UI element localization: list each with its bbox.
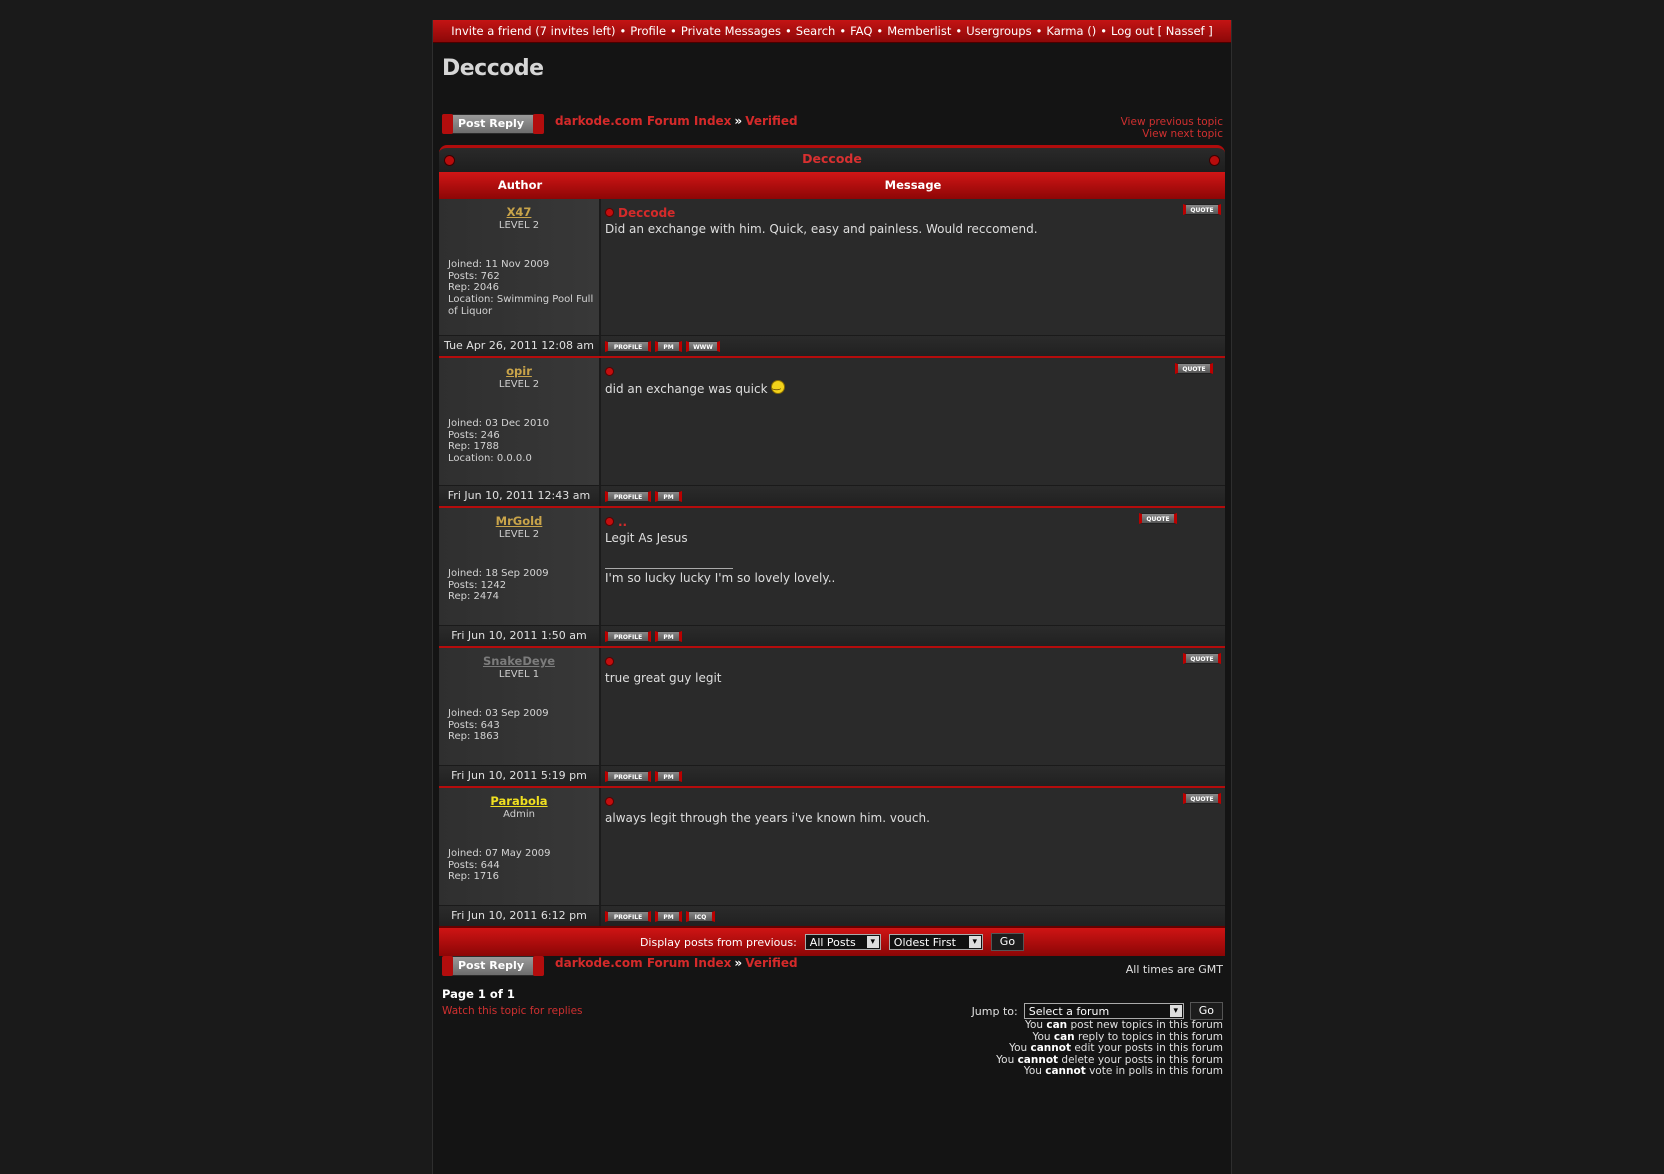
post-text: always legit through the years i've known him. vouch. [605,811,930,825]
pm-button[interactable]: PM [655,771,682,782]
author-stats [448,418,594,465]
author-rep: Rep: 2474 [448,591,499,603]
author-rank: LEVEL 1 [498,669,540,680]
post-body [439,199,1225,335]
permission-text: delete your posts in this forum [1058,1053,1223,1066]
nav-separator: • [955,24,963,38]
author-joined: Joined: 11 Nov 2009 [448,259,550,270]
post-subject [605,205,1221,220]
permission-prefix: You [1032,1030,1054,1043]
nav-separator: • [1035,24,1043,38]
nav-invite[interactable]: Invite a friend (7 invites left) [451,24,616,38]
nav-logout[interactable]: Log out [ Nassef ] [1110,24,1213,38]
post-timestamp: Fri Jun 10, 2011 12:43 am [439,486,601,506]
post-actions [601,486,682,506]
author-username-link[interactable]: opir [506,364,532,378]
post-icon [605,208,614,217]
view-previous-topic-link[interactable]: View previous topic [1120,116,1223,128]
post-message [601,648,1225,765]
author-location: Location: 0.0.0.0 [448,453,532,465]
post-text [605,380,1221,397]
column-header-row [439,172,1225,199]
breadcrumb-forum-index[interactable]: darkode.com Forum Index [555,114,732,128]
post-author-panel [439,358,601,485]
author-joined: Joined: 07 May 2009 [448,848,551,859]
profile-button[interactable]: PROFILE [605,771,651,782]
quote-button[interactable]: QUOTE [1139,513,1177,524]
permission-text: edit your posts in this forum [1071,1042,1223,1054]
author-username-link[interactable]: SnakeDeye [482,654,555,668]
post-signature: I'm so lucky lucky I'm so lovely lovely.. [605,571,836,585]
jump-go-button[interactable]: Go [1190,1002,1223,1020]
page-container [432,20,1232,1174]
permission-prefix: You [996,1053,1018,1066]
nav-private-messages[interactable]: Private Messages [680,24,781,38]
quote-button[interactable]: QUOTE [1183,793,1221,804]
author-joined: Joined: 03 Sep 2009 [448,708,549,719]
author-rank: LEVEL 2 [498,220,540,231]
permission-text: reply to topics in this forum [1074,1030,1223,1043]
jump-to [972,1002,1223,1020]
post-footer [439,485,1225,506]
top-navigation [433,20,1231,43]
nav-search[interactable]: Search [795,24,836,38]
profile-button[interactable]: PROFILE [605,491,651,502]
led-left-icon [444,155,455,166]
post-reply-label: Post Reply [458,117,524,130]
post-footer [439,335,1225,356]
sort-order-select[interactable]: Oldest First ▾ [889,934,983,950]
nav-separator: • [670,24,677,38]
author-username-link[interactable]: Parabola [490,794,548,808]
post-text: true great guy legit [605,671,722,685]
nav-faq[interactable]: FAQ [850,24,873,38]
post-text-content: did an exchange was quick [605,382,768,396]
post-actions [601,766,682,786]
post-subject [605,654,1221,669]
author-posts: Posts: 1242 [448,579,507,591]
post-body [439,506,1225,625]
permission-verb: cannot [1045,1065,1086,1077]
author-rank: LEVEL 2 [498,379,540,390]
table-title-bar [439,145,1225,172]
author-rep: Rep: 1788 [448,441,499,453]
breadcrumb-bottom [555,956,798,970]
author-username-link[interactable]: MrGold [495,514,543,528]
post-body [439,646,1225,765]
post-timestamp: Fri Jun 10, 2011 5:19 pm [439,766,601,786]
post-reply-button-bottom[interactable] [442,956,544,976]
nav-separator: • [839,24,847,38]
nav-usergroups[interactable]: Usergroups [966,24,1032,38]
permission-prefix: You [1009,1042,1031,1054]
post-message [601,508,1225,625]
breadcrumb-separator: » [734,114,743,128]
breadcrumb-verified[interactable]: Verified [745,114,798,128]
message-column-header: Message [884,178,942,192]
quote-button[interactable]: QUOTE [1183,653,1221,664]
post [439,199,1225,356]
profile-button[interactable]: PROFILE [605,911,651,922]
nav-profile[interactable]: Profile [630,24,667,38]
author-posts: Posts: 644 [448,859,500,871]
post-text: Legit As Jesus [605,531,688,545]
permission-prefix: You [1023,1065,1046,1077]
post [439,506,1225,646]
post-footer [439,905,1225,926]
post-reply-label: Post Reply [458,959,524,972]
page-count: Page 1 of 1 [442,987,515,1001]
breadcrumb-verified[interactable]: Verified [745,956,798,970]
nav-memberlist[interactable]: Memberlist [887,24,952,38]
post-subject [605,514,1221,529]
profile-button[interactable]: PROFILE [605,631,651,642]
post-author-panel [439,199,601,335]
topic-title-link[interactable]: Deccode [802,151,862,166]
timezone-note: All times are GMT [1125,963,1223,976]
watch-topic-link[interactable]: Watch this topic for replies [442,1005,583,1017]
post-footer [439,765,1225,786]
post-icon [605,517,614,526]
permission-text: vote in polls in this forum [1085,1065,1223,1077]
nav-karma[interactable]: Karma () [1046,24,1097,38]
post-actions [601,906,715,926]
author-rep: Rep: 1716 [448,871,499,883]
permission-line [996,1066,1223,1078]
signature-divider [605,568,733,569]
author-stats [448,259,594,318]
display-label: Display posts from previous: [639,935,797,949]
quote-button[interactable]: QUOTE [1183,204,1221,215]
post-message [601,358,1225,485]
breadcrumb-separator: » [734,956,743,970]
permission-verb: cannot [1030,1042,1071,1054]
author-location: Location: Swimming Pool Full of Liquor [448,294,594,317]
post-reply-button-top[interactable] [442,114,544,134]
nav-separator: • [1100,24,1107,38]
post-subject [605,794,1221,809]
display-go-button[interactable]: Go [991,933,1024,951]
author-rep: Rep: 2046 [448,282,499,294]
pm-button[interactable]: PM [655,911,682,922]
posts-table [439,145,1225,956]
icq-button[interactable]: ICQ [686,911,715,922]
author-rank: Admin [503,809,535,820]
nav-separator: • [876,24,884,38]
page-title: Deccode [442,56,544,81]
permission-prefix: You [1024,1019,1047,1031]
post-timestamp: Tue Apr 26, 2011 12:08 am [439,336,601,356]
post-body [439,356,1225,485]
pm-button[interactable]: PM [655,491,682,502]
post-author-panel [439,788,601,905]
jump-to-label: Jump to: [971,1004,1018,1018]
permission-text: post new topics in this forum [1067,1019,1223,1031]
post-subject-text: Deccode [618,205,676,220]
nav-separator: • [619,24,627,38]
author-rep: Rep: 1863 [448,731,499,743]
permission-verb: can [1046,1019,1068,1031]
jump-to-select[interactable]: Select a forum ▾ [1024,1003,1184,1019]
author-stats [448,568,594,603]
nav-separator: • [785,24,792,38]
smiley-icon [771,380,785,394]
breadcrumb-forum-index[interactable]: darkode.com Forum Index [555,956,732,970]
watch-topic [442,1005,583,1017]
post-timestamp: Fri Jun 10, 2011 6:12 pm [439,906,601,926]
post [439,646,1225,786]
author-rank: LEVEL 2 [498,529,540,540]
post-message [601,788,1225,905]
post-icon [605,367,614,376]
author-posts: Posts: 643 [448,719,500,731]
author-username-link[interactable]: X47 [506,205,532,219]
permission-verb: can [1053,1030,1075,1043]
post [439,786,1225,926]
post-footer [439,625,1225,646]
posts-range-select[interactable]: All Posts ▾ [805,934,881,950]
display-options-bar [439,926,1225,956]
author-posts: Posts: 246 [448,429,500,441]
view-next-topic-link[interactable]: View next topic [1142,127,1223,140]
post-actions [601,626,682,646]
author-column-header: Author [497,178,543,192]
www-button[interactable]: WWW [686,341,720,352]
post-body [439,786,1225,905]
post-icon [605,657,614,666]
permission-verb: cannot [1017,1053,1059,1066]
author-stats [448,848,594,883]
forum-permissions [996,1020,1223,1078]
pm-button[interactable]: PM [655,341,682,352]
post-author-panel [439,508,601,625]
post-actions [601,336,720,356]
author-posts: Posts: 762 [448,270,500,282]
post [439,356,1225,506]
profile-button[interactable]: PROFILE [605,341,651,352]
post-author-panel [439,648,601,765]
led-right-icon [1209,155,1220,166]
author-joined: Joined: 18 Sep 2009 [448,568,549,579]
post-timestamp: Fri Jun 10, 2011 1:50 am [439,626,601,646]
post-message [601,199,1225,335]
author-stats [448,708,594,743]
author-joined: Joined: 03 Dec 2010 [448,418,550,429]
post-subject [605,364,1221,379]
post-subject-text: .. [618,514,628,529]
pm-button[interactable]: PM [655,631,682,642]
breadcrumb-top [555,114,798,128]
post-icon [605,797,614,806]
topic-navigation [1121,117,1223,140]
post-text: Did an exchange with him. Quick, easy and painless. Would reccomend. [605,222,1038,236]
quote-button[interactable]: QUOTE [1175,363,1213,374]
